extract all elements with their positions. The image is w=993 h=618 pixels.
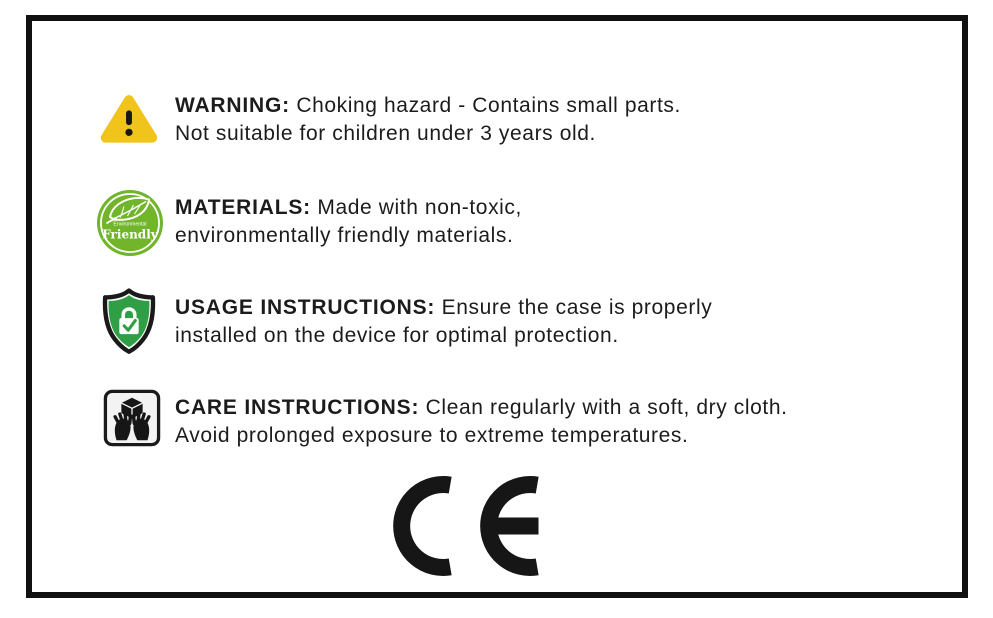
usage-line1: USAGE INSTRUCTIONS: Ensure the case is properly (175, 296, 713, 319)
label-content (32, 21, 962, 592)
warning-section (175, 92, 681, 148)
materials-label: MATERIALS: (175, 196, 311, 219)
materials-line2: environmentally friendly materials. (175, 224, 514, 247)
eco-friendly-badge-icon (97, 190, 163, 256)
care-label: CARE INSTRUCTIONS: (175, 396, 420, 419)
care-line2: Avoid prolonged exposure to extreme temperatures. (175, 424, 689, 447)
eco-badge-text-large: Friendly (102, 227, 158, 242)
warning-label: WARNING: (175, 94, 290, 117)
eco-badge-text-small: Environmental (113, 221, 147, 228)
care-section (175, 394, 788, 450)
usage-section (175, 294, 712, 350)
materials-line1: MATERIALS: Made with non-toxic, (175, 196, 522, 219)
warning-triangle-icon (100, 92, 158, 144)
ce-marking-logo (393, 474, 539, 578)
care-line1: CARE INSTRUCTIONS: Clean regularly with a soft, dry cloth. (175, 396, 788, 419)
label-border-frame (26, 15, 968, 598)
usage-label: USAGE INSTRUCTIONS: (175, 296, 436, 319)
materials-section (175, 194, 522, 250)
warning-line2: Not suitable for children under 3 years old. (175, 122, 596, 145)
usage-line2: installed on the device for optimal protection. (175, 324, 619, 347)
warning-line1: WARNING: Choking hazard - Contains small parts. (175, 94, 681, 117)
security-shield-lock-icon (100, 287, 158, 357)
handle-with-care-icon (103, 389, 161, 447)
